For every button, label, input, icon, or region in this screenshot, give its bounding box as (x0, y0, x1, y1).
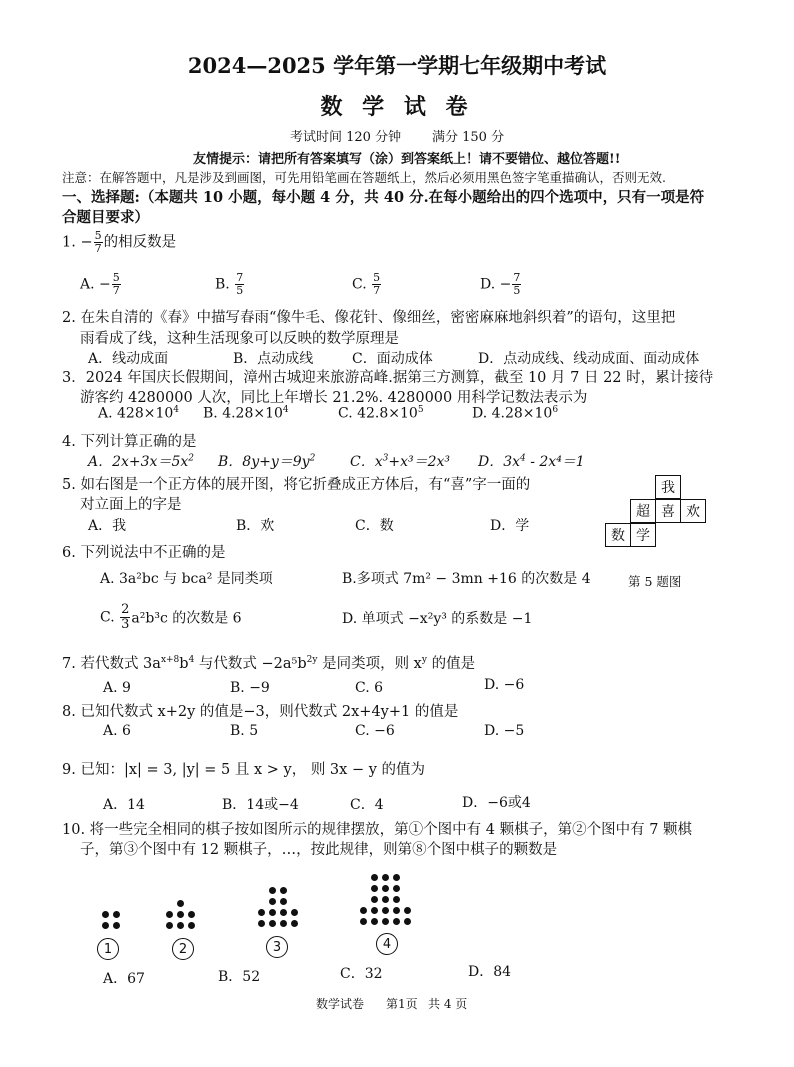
q3-option-b[interactable]: B. $4.28\times 10^4$ (203, 405, 289, 422)
footer-total: 共 4 页 (428, 997, 468, 1011)
chess-piece (258, 909, 265, 916)
question-2-stem: 2. 在朱自清的《春》中描写春雨“像牛毛、像花针、像细丝，密密麻麻地斜织着”的语句，这里把 (62, 310, 676, 326)
q2-option-c[interactable]: C．面动成体 (352, 351, 433, 367)
question-10-stem: 10. 将一些完全相同的棋子按如图所示的规律摆放，第①个图中有 4 颗棋子，第②个图中有 7 颗棋 (62, 822, 693, 838)
chess-piece (166, 911, 173, 918)
question-8-stem: 8. 已知代数式 x+2y 的值是−3，则代数式 2x+4y+1 的值是 (62, 704, 459, 720)
net-face: 欢 (680, 499, 706, 523)
chess-piece (360, 918, 367, 925)
chess-piece (188, 911, 195, 918)
q2-option-b[interactable]: B．点动成线 (233, 351, 314, 367)
q7-option-c[interactable]: C. 6 (355, 680, 384, 696)
exam-title: 2024—2025 学年第一学期七年级期中考试 (187, 53, 607, 78)
q4-option-d[interactable]: D．$3x^4 - 2x^4=1$ (478, 453, 585, 470)
chess-piece (382, 907, 389, 914)
q3-option-c[interactable]: C. $42.8\times 10^5$ (338, 405, 424, 422)
chess-piece (382, 918, 389, 925)
section-heading: 一、选择题:（本题共 10 小题，每小题 4 分，共 40 分.在每小题给出的四个选项中，只有一项是符 (62, 189, 705, 206)
q9-option-d[interactable]: D．−6或4 (462, 795, 531, 811)
chess-piece (393, 896, 400, 903)
exam-time: 考试时间 120 分钟 (290, 130, 402, 145)
q3-option-d[interactable]: D. $4.28\times 10^6$ (472, 405, 559, 422)
chess-piece (382, 896, 389, 903)
q3-option-a[interactable]: A. $428\times 10^4$ (98, 405, 180, 422)
chess-piece (280, 887, 287, 894)
chess-piece (269, 898, 276, 905)
q5-option-a[interactable]: A．我 (88, 518, 127, 534)
q5-option-d[interactable]: D．学 (490, 518, 530, 534)
question-3-stem-cont: 游客约 4280000 人次，同比上年增长 21.2%. 4280000 用科学记数法表示为 (80, 390, 588, 406)
chess-piece (393, 907, 400, 914)
chess-piece (280, 920, 287, 927)
question-3-stem: 3．2024 年国庆长假期间，漳州古城迎来旅游高峰.据第三方测算，截至 10 月 7 日 22 时，累计接待 (62, 370, 714, 386)
chess-piece (269, 909, 276, 916)
q1-option-d[interactable]: D. − $\frac{7}{5}$ (480, 271, 521, 297)
chess-piece (280, 909, 287, 916)
question-5-stem-cont: 对立面上的字是 (80, 497, 182, 513)
chess-piece (393, 874, 400, 881)
q9-option-a[interactable]: A．14 (103, 797, 145, 813)
q5-option-b[interactable]: B．欢 (236, 518, 275, 534)
q8-option-a[interactable]: A. 6 (103, 723, 131, 739)
question-4-stem: 4. 下列计算正确的是 (62, 434, 197, 450)
figure-label-4: 4 (376, 933, 398, 955)
q2-option-d[interactable]: D．点动成线、线动成面、面动成体 (478, 351, 700, 367)
chess-piece (113, 922, 120, 929)
chess-piece (102, 922, 109, 929)
q4-option-b[interactable]: B．$8y+y=9y^2$ (218, 453, 316, 470)
footer-subject: 数学试卷 (316, 997, 365, 1011)
q1-option-a[interactable]: A. − $\frac{5}{7}$ (80, 271, 120, 297)
q9-option-b[interactable]: B．14或−4 (222, 797, 299, 813)
q6-option-c[interactable]: C. $\frac{2}{3}$ a²b³c 的次数是 6 (100, 602, 242, 632)
chess-piece (102, 911, 109, 918)
q6-option-b[interactable]: B.多项式 7m² − 3mn +16 的次数是 4 (342, 571, 591, 587)
q4-option-a[interactable]: A．$2x+3x=5x^2$ (88, 453, 194, 470)
figure-label-1: 1 (97, 938, 119, 960)
figure-label-3: 3 (266, 936, 288, 958)
question-7-stem: 7. 若代数式 $3a^{x+8}b^4$ 与代数式 $-2a^5b^{2y}$ 是同类项，则 $x^y$ 的值是 (62, 655, 476, 672)
chess-piece (371, 885, 378, 892)
question-5-stem: 5. 如右图是一个正方体的展开图，将它折叠成正方体后，有“喜”字一面的 (62, 477, 531, 493)
net-face: 我 (655, 475, 681, 499)
chess-piece (393, 885, 400, 892)
chess-piece (404, 907, 411, 914)
q9-option-c[interactable]: C．4 (350, 797, 384, 813)
chess-piece (382, 874, 389, 881)
q5-option-c[interactable]: C．数 (355, 518, 394, 534)
net-face: 喜 (655, 499, 681, 523)
q1-option-b[interactable]: B. $\frac{7}{5}$ (215, 271, 244, 297)
q7-option-b[interactable]: B. −9 (230, 680, 270, 696)
q10-option-c[interactable]: C．32 (340, 966, 383, 982)
q4-option-c[interactable]: C．$x^3+x^3=2x^3$ (350, 453, 450, 470)
chess-piece (371, 874, 378, 881)
question-10-stem-cont: 子，第③个图中有 12 颗棋子，…，按此规律，则第⑧个图中棋子的颗数是 (80, 842, 558, 858)
q10-option-b[interactable]: B．52 (218, 969, 261, 985)
q2-option-a[interactable]: A．线动成面 (88, 351, 169, 367)
q8-option-d[interactable]: D. −5 (484, 723, 525, 739)
q6-option-a[interactable]: A. 3a²bc 与 bca² 是同类项 (100, 571, 273, 587)
q6-option-d[interactable]: D. 单项式 −x²y³ 的系数是 −1 (342, 611, 533, 627)
chess-piece (291, 920, 298, 927)
chess-piece (177, 922, 184, 929)
chess-piece (166, 922, 173, 929)
question-6-stem: 6. 下列说法中不正确的是 (62, 545, 226, 561)
exam-score: 满分 150 分 (432, 130, 505, 145)
question-1-stem: 1. − $\frac{5}{7}$ 的相反数是 (62, 229, 177, 255)
chess-piece (177, 911, 184, 918)
chess-piece (280, 898, 287, 905)
chess-piece (188, 922, 195, 929)
q10-option-a[interactable]: A．67 (103, 971, 145, 987)
figure-label-2: 2 (172, 938, 194, 960)
q8-option-b[interactable]: B. 5 (230, 723, 259, 739)
net-face: 数 (605, 523, 631, 547)
chess-piece (291, 909, 298, 916)
chess-piece (269, 887, 276, 894)
exam-subtitle: 数 学 试 卷 (320, 94, 474, 120)
chess-piece (258, 920, 265, 927)
chess-piece (371, 918, 378, 925)
net-face: 超 (630, 499, 656, 523)
chess-piece (371, 896, 378, 903)
question-2-stem-cont: 雨看成了线，这种生活现象可以反映的数学原理是 (80, 331, 399, 347)
chess-piece (393, 918, 400, 925)
chess-piece (404, 918, 411, 925)
section-heading-cont: 合题目要求） (62, 209, 149, 226)
q1-option-c[interactable]: C. $\frac{5}{7}$ (352, 271, 381, 297)
q7-option-d[interactable]: D. −6 (484, 677, 525, 693)
chess-piece (371, 907, 378, 914)
chess-piece (269, 920, 276, 927)
q8-option-c[interactable]: C. −6 (355, 723, 395, 739)
net-face: 学 (630, 523, 656, 547)
q10-option-d[interactable]: D．84 (468, 964, 512, 980)
q7-option-a[interactable]: A. 9 (103, 680, 131, 696)
figure-caption: 第 5 题图 (628, 574, 682, 589)
chess-piece (360, 907, 367, 914)
question-9-stem: 9. 已知：|x| = 3, |y| = 5 且 x > y， 则 3x − y 的值为 (62, 762, 426, 778)
notice-text: 注意：在解答题中，凡是涉及到画图，可先用铅笔画在答题纸上，然后必须用黑色签字笔重描确认，否则无效. (62, 170, 666, 185)
footer-page: 第1页 (386, 997, 418, 1011)
friendly-tip: 友情提示：请把所有答案填写（涂）到答案纸上！请不要错位、越位答题!! (193, 152, 621, 167)
chess-piece (113, 911, 120, 918)
chess-piece (382, 885, 389, 892)
chess-piece (177, 900, 184, 907)
